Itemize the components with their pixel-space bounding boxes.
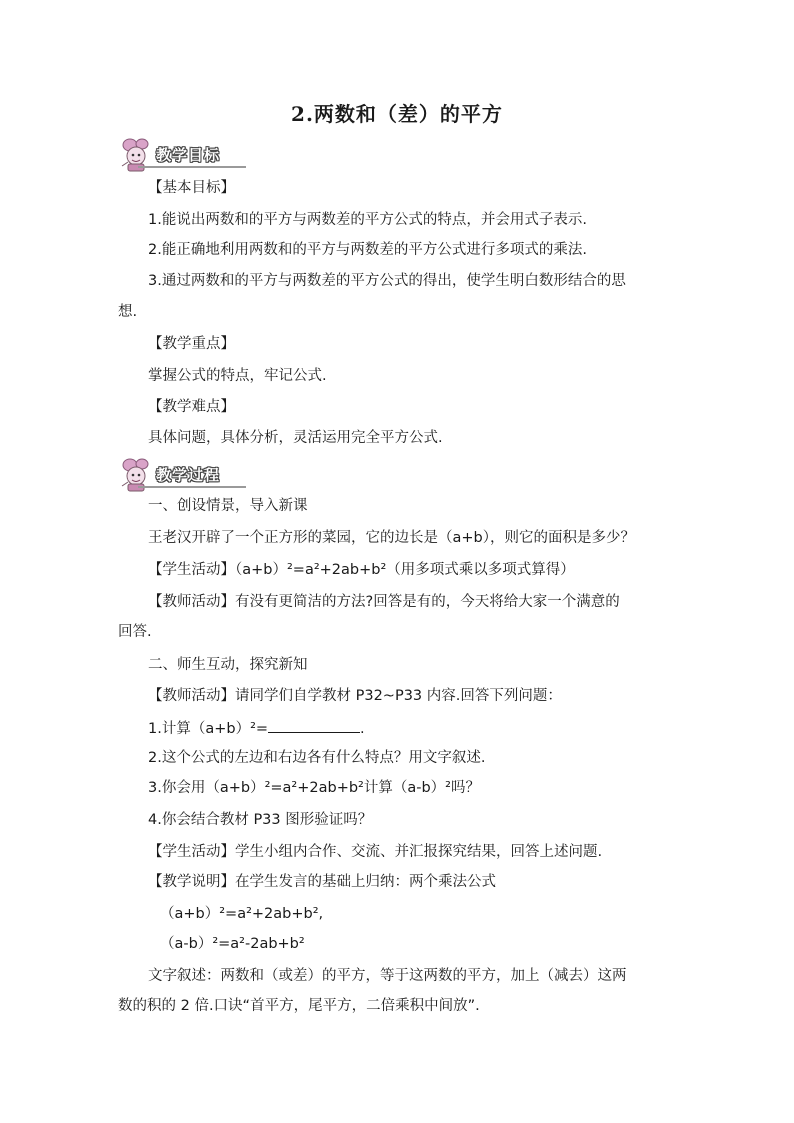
activity-tag: 【教师活动】 <box>148 594 235 610</box>
difficulty-text: 具体问题，具体分析，灵活运用完全平方公式. <box>148 430 443 446</box>
teacher-activity-1 <box>148 592 620 612</box>
activity-text: 请同学们自学教材 P32~P33 内容.回答下列问题： <box>235 688 562 704</box>
difficulty-heading: 【教学难点】 <box>148 399 235 415</box>
question-4: 4.你会结合教材 P33 图形验证吗？ <box>148 812 373 828</box>
goal-item-continuation: 想. <box>118 304 138 320</box>
goal-item: 2.能正确地利用两数和的平方与两数差的平方公式进行多项式的乘法. <box>148 242 587 258</box>
student-activity-1 <box>148 560 575 580</box>
activity-tag: 【学生活动】 <box>148 844 235 860</box>
banner-label: 教学目标 <box>156 146 221 164</box>
activity-text: 在学生发言的基础上归纳：两个乘法公式 <box>235 874 496 890</box>
question-3: 3.你会用（a+b）²=a²+2ab+b²计算（a-b）²吗？ <box>148 780 480 796</box>
activity-tag: 【学生活动】 <box>148 562 235 578</box>
formula-sum-square: （a+b）²=a²+2ab+b², <box>160 906 324 922</box>
banner-underline <box>138 166 246 168</box>
question-2: 2.这个公式的左边和右边各有什么特点？用文字叙述. <box>148 750 486 766</box>
answer-blank <box>268 718 360 733</box>
banner-label: 教学过程 <box>156 466 221 484</box>
summary-line: 文字叙述：两数和（或差）的平方，等于这两数的平方，加上（减去）这两 <box>148 968 627 984</box>
activity-tag: 【教师活动】 <box>148 688 235 704</box>
key-points-heading: 【教学重点】 <box>148 336 235 352</box>
key-points-text: 掌握公式的特点，牢记公式. <box>148 368 327 384</box>
goal-item: 1.能说出两数和的平方与两数差的平方公式的特点，并会用式子表示. <box>148 212 587 228</box>
summary-line-continuation: 数的积的 2 倍.口诀“首平方，尾平方，二倍乘积中间放”. <box>118 998 480 1014</box>
basic-goals-heading: 【基本目标】 <box>148 180 235 196</box>
teaching-explanation <box>148 872 496 892</box>
page-title: 2.两数和（差）的平方 <box>291 102 503 126</box>
section-banner-process <box>116 456 246 492</box>
goal-item: 3.通过两数和的平方与两数差的平方公式的得出，使学生明白数形结合的思 <box>148 273 626 289</box>
section-banner-objectives <box>116 136 246 172</box>
teacher-activity-2 <box>148 686 562 706</box>
activity-text: （a+b）²=a²+2ab+b²（用多项式乘以多项式算得） <box>235 562 575 578</box>
question-1: 1.计算（a+b）²= . <box>148 718 365 739</box>
activity-text: 学生小组内合作、交流、并汇报探究结果，回答上述问题. <box>235 844 603 860</box>
student-activity-2 <box>148 842 602 862</box>
part1-question: 王老汉开辟了一个正方形的菜园，它的边长是（a+b），则它的面积是多少？ <box>148 530 635 546</box>
part2-heading: 二、师生互动，探究新知 <box>148 657 308 673</box>
formula-difference-square: （a-b）²=a²-2ab+b² <box>160 936 305 952</box>
activity-tag: 【教学说明】 <box>148 874 235 890</box>
activity-text: 有没有更简洁的方法?回答是有的，今天将给大家一个满意的 <box>235 594 620 610</box>
teacher-activity-1-continuation: 回答. <box>118 624 152 640</box>
part1-heading: 一、创设情景，导入新课 <box>148 498 308 514</box>
banner-underline <box>138 486 246 488</box>
